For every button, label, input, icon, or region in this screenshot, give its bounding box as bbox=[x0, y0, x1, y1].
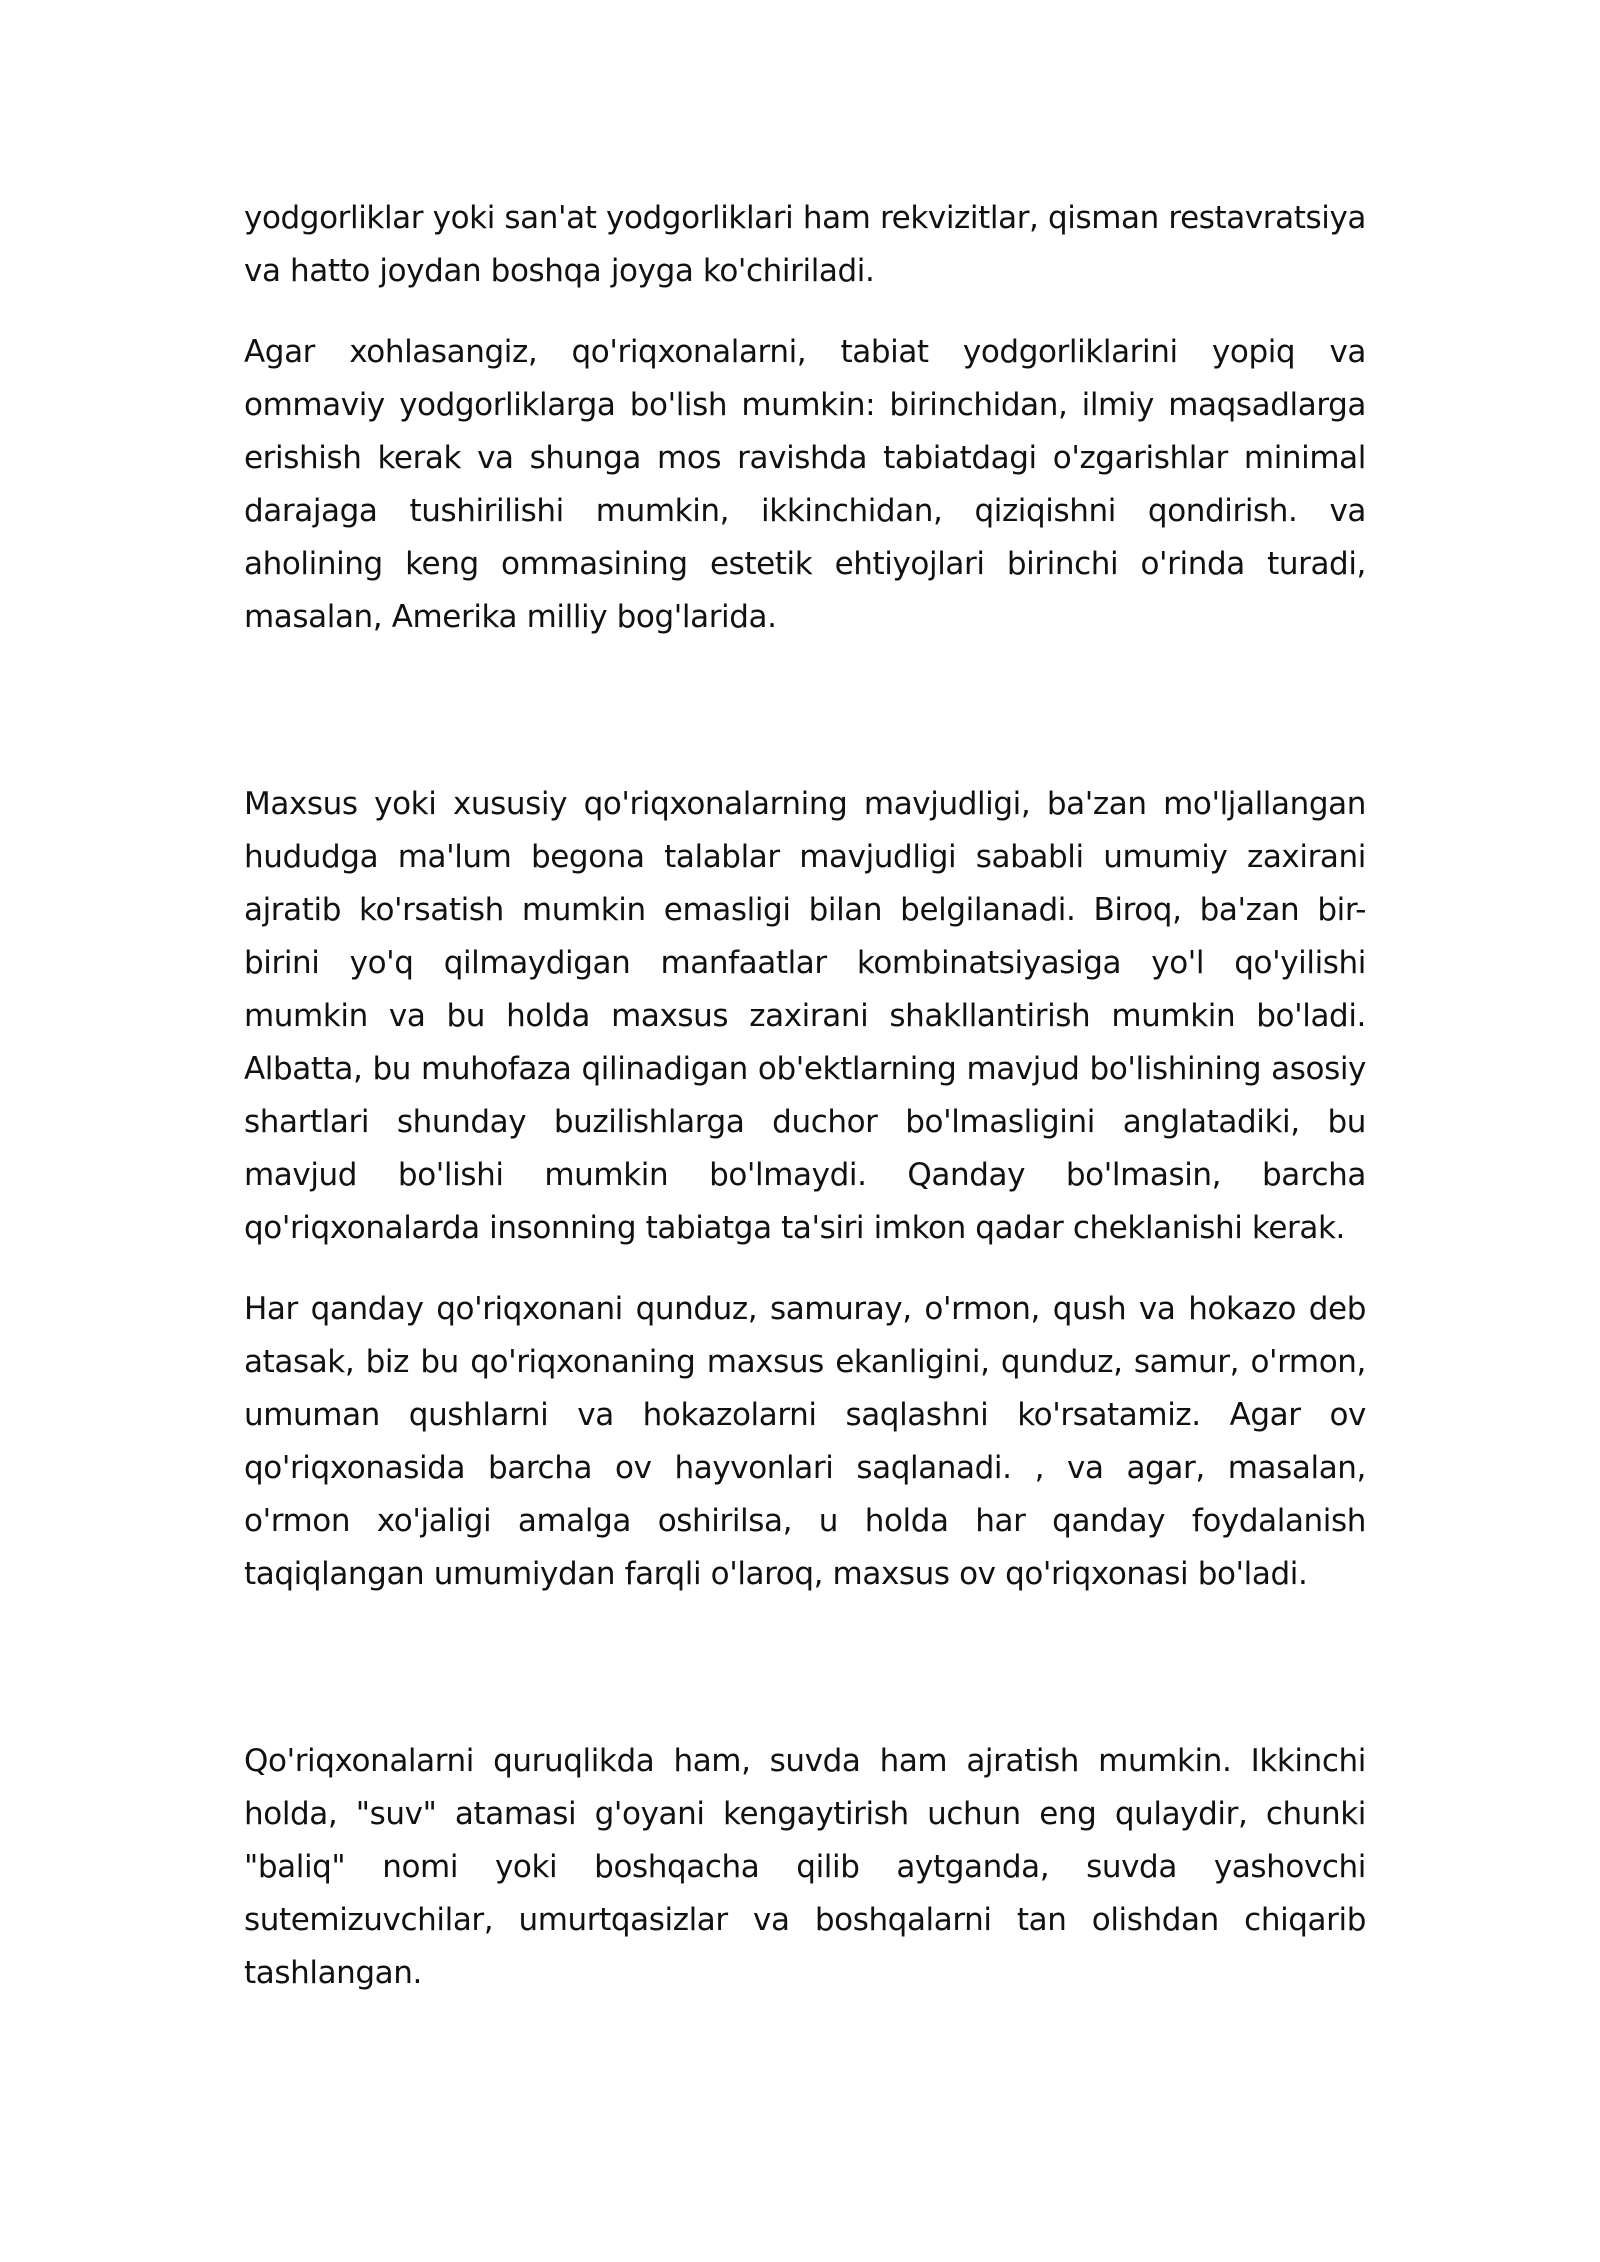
paragraph-2: Agar xohlasangiz, qo'riqxonalarni, tabiat yodgorliklarini yopiq va ommaviy yodgorliklarga bo'lish mumkin: birinchidan, ilmiy maqsadlarga erishish kerak va shunga mos ravishda tabiatdagi o'zgarishlar minimal darajaga tushirilishi mumkin, ikkinchidan, qiziqishni qondirish. va aholining keng ommasining estetik ehtiyojlari birinchi o'rinda turadi, masalan, Amerika milliy bog'larida. bbox=[244, 334, 1366, 635]
paragraph-3: Maxsus yoki xususiy qo'riqxonalarning mavjudligi, ba'zan mo'ljallangan hududga ma'lum begona talablar mavjudligi sababli umumiy zaxirani ajratib ko'rsatish mumkin emasligi bilan belgilanadi. Biroq, ba'zan bir-birini yo'q qilmaydigan manfaatlar kombinatsiyasiga yo'l qo'yilishi mumkin va bu holda maxsus zaxirani shakllantirish mumkin bo'ladi. Albatta, bu muhofaza qilinadigan ob'ektlarning mavjud bo'lishining asosiy shartlari shunday buzilishlarga duchor bo'lmasligini anglatadiki, bu mavjud bo'lishi mumkin bo'lmaydi. Qanday bo'lmasin, barcha qo'riqxonalarda insonning tabiatga ta'siri imkon qadar cheklanishi kerak. bbox=[244, 786, 1366, 1246]
text-column bbox=[244, 192, 1366, 2000]
paragraph-1: yodgorliklar yoki san'at yodgorliklari ham rekvizitlar, qisman restavratsiya va hatto joydan boshqa joyga ko'chiriladi. bbox=[244, 200, 1366, 289]
paragraph-5: Qo'riqxonalarni quruqlikda ham, suvda ham ajratish mumkin. Ikkinchi holda, "suv" atamasi g'oyani kengaytirish uchun eng qulaydir, chunki "baliq" nomi yoki boshqacha qilib aytganda, suvda yashovchi sutemizuvchilar, umurtqasizlar va boshqalarni tan olishdan chiqarib tashlangan. bbox=[244, 1743, 1366, 1991]
paragraph-4: Har qanday qo'riqxonani qunduz, samuray, o'rmon, qush va hokazo deb atasak, biz bu qo'riqxonaning maxsus ekanligini, qunduz, samur, o'rmon, umuman qushlarni va hokazolarni saqlashni ko'rsatamiz. Agar ov qo'riqxonasida barcha ov hayvonlari saqlanadi. , va agar, masalan, o'rmon xo'jaligi amalga oshirilsa, u holda har qanday foydalanish taqiqlangan umumiydan farqli o'laroq, maxsus ov qo'riqxonasi bo'ladi. bbox=[244, 1291, 1366, 1592]
